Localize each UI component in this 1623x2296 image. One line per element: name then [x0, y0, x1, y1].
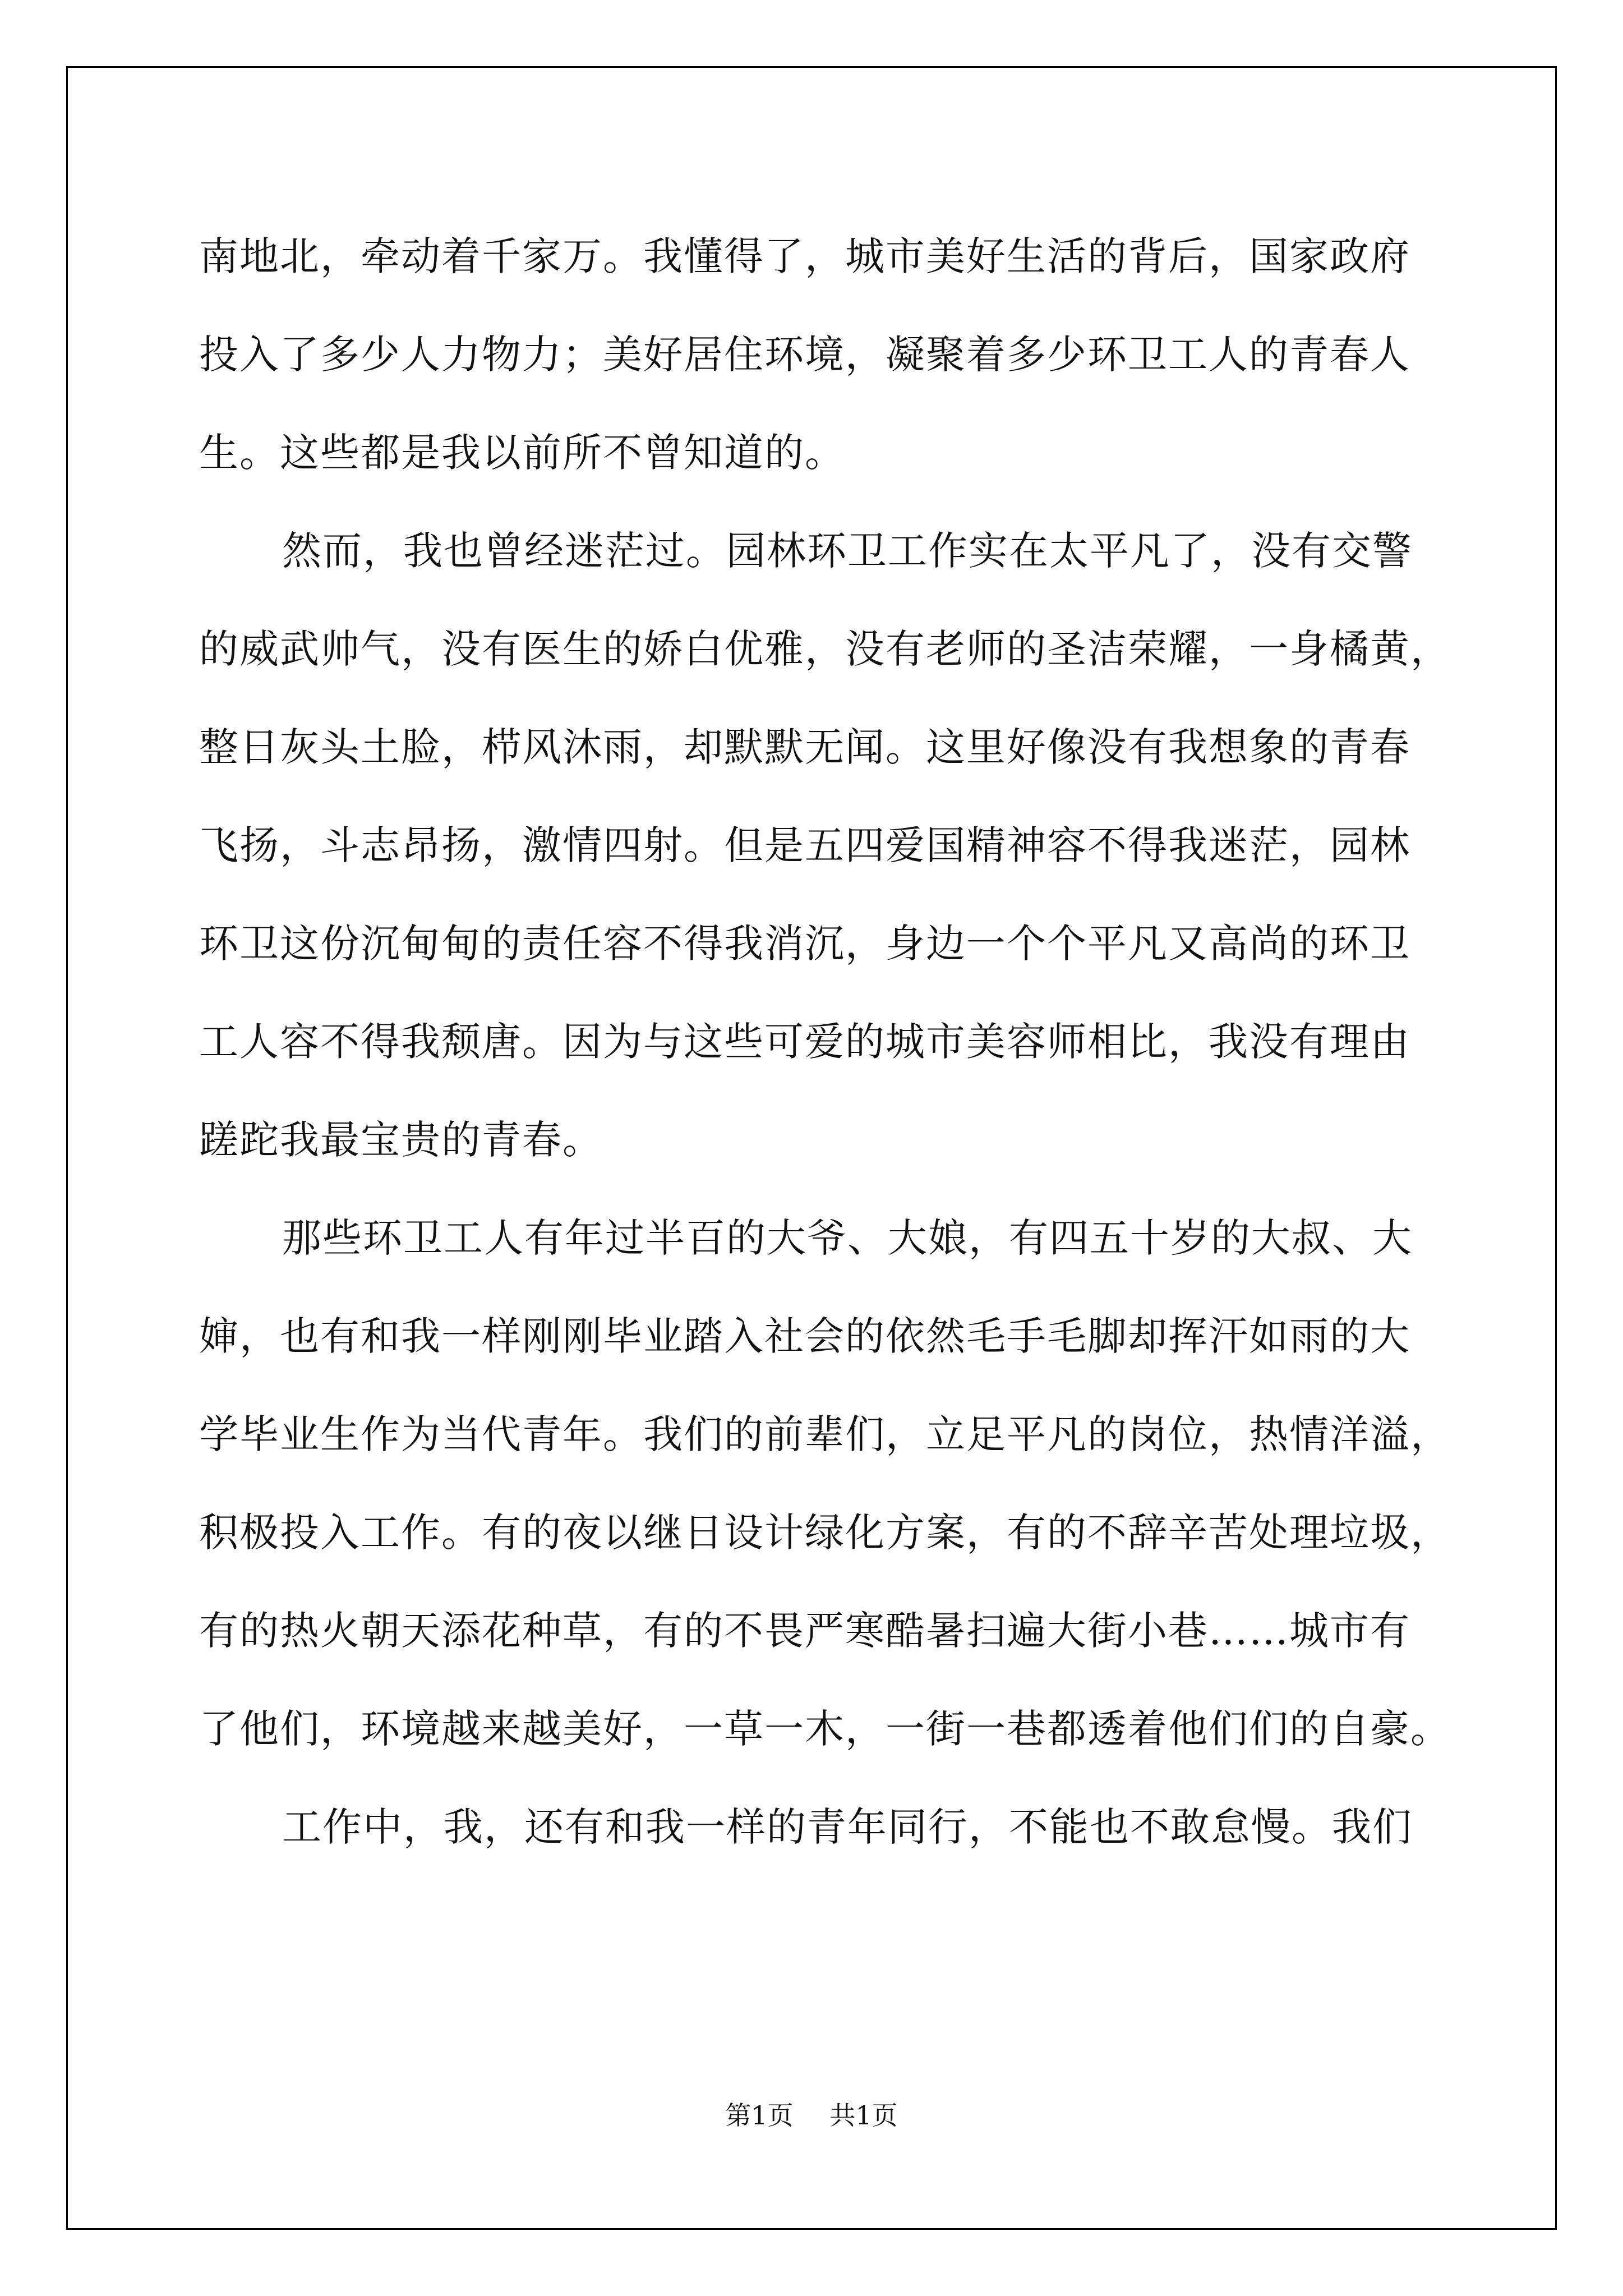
- text-line-17: 工作中，我，还有和我一样的青年同行，不能也不敢怠慢。我们: [282, 1804, 1413, 1850]
- text-line-12: 婶，也有和我一样刚刚毕业踏入社会的依然毛手毛脚却挥汗如雨的大: [199, 1313, 1410, 1359]
- text-line-16: 了他们，环境越来越美好，一草一木，一街一巷都透着他们们的自豪。: [199, 1706, 1451, 1752]
- text-line-10: 蹉跎我最宝贵的青春。: [199, 1117, 603, 1163]
- text-line-9: 工人容不得我颓唐。因为与这些可爱的城市美容师相比，我没有理由: [199, 1019, 1410, 1065]
- page-footer: [0, 2095, 1623, 2132]
- document-body: [199, 208, 1451, 1876]
- text-line-7: 飞扬，斗志昂扬，激情四射。但是五四爱国精神容不得我迷茫，园林: [199, 822, 1410, 868]
- text-line-15: 有的热火朝天添花种草，有的不畏严寒酷暑扫遍大街小巷……城市有: [199, 1608, 1410, 1654]
- page-total: 共1页: [829, 2100, 898, 2131]
- text-line-5: 的威武帅气，没有医生的娇白优雅，没有老师的圣洁荣耀，一身橘黄，: [199, 626, 1451, 672]
- text-line-14: 积极投入工作。有的夜以继日设计绿化方案，有的不辞辛苦处理垃圾，: [199, 1510, 1451, 1556]
- text-line-3: 生。这些都是我以前所不曾知道的。: [199, 430, 845, 476]
- text-line-11: 那些环卫工人有年过半百的大爷、大娘，有四五十岁的大叔、大: [282, 1215, 1413, 1261]
- page-number: 第1页: [725, 2100, 794, 2131]
- text-line-1: 南地北，牵动着千家万。我懂得了，城市美好生活的背后，国家政府: [199, 233, 1410, 279]
- text-line-6: 整日灰头土脸，栉风沐雨，却默默无闻。这里好像没有我想象的青春: [199, 724, 1410, 770]
- text-line-2: 投入了多少人力物力；美好居住环境，凝聚着多少环卫工人的青春人: [199, 332, 1410, 378]
- text-line-13: 学毕业生作为当代青年。我们的前辈们，立足平凡的岗位，热情洋溢，: [199, 1411, 1451, 1457]
- text-line-8: 环卫这份沉甸甸的责任容不得我消沉，身边一个个平凡又高尚的环卫: [199, 921, 1410, 967]
- text-line-4: 然而，我也曾经迷茫过。园林环卫工作实在太平凡了，没有交警: [282, 528, 1413, 574]
